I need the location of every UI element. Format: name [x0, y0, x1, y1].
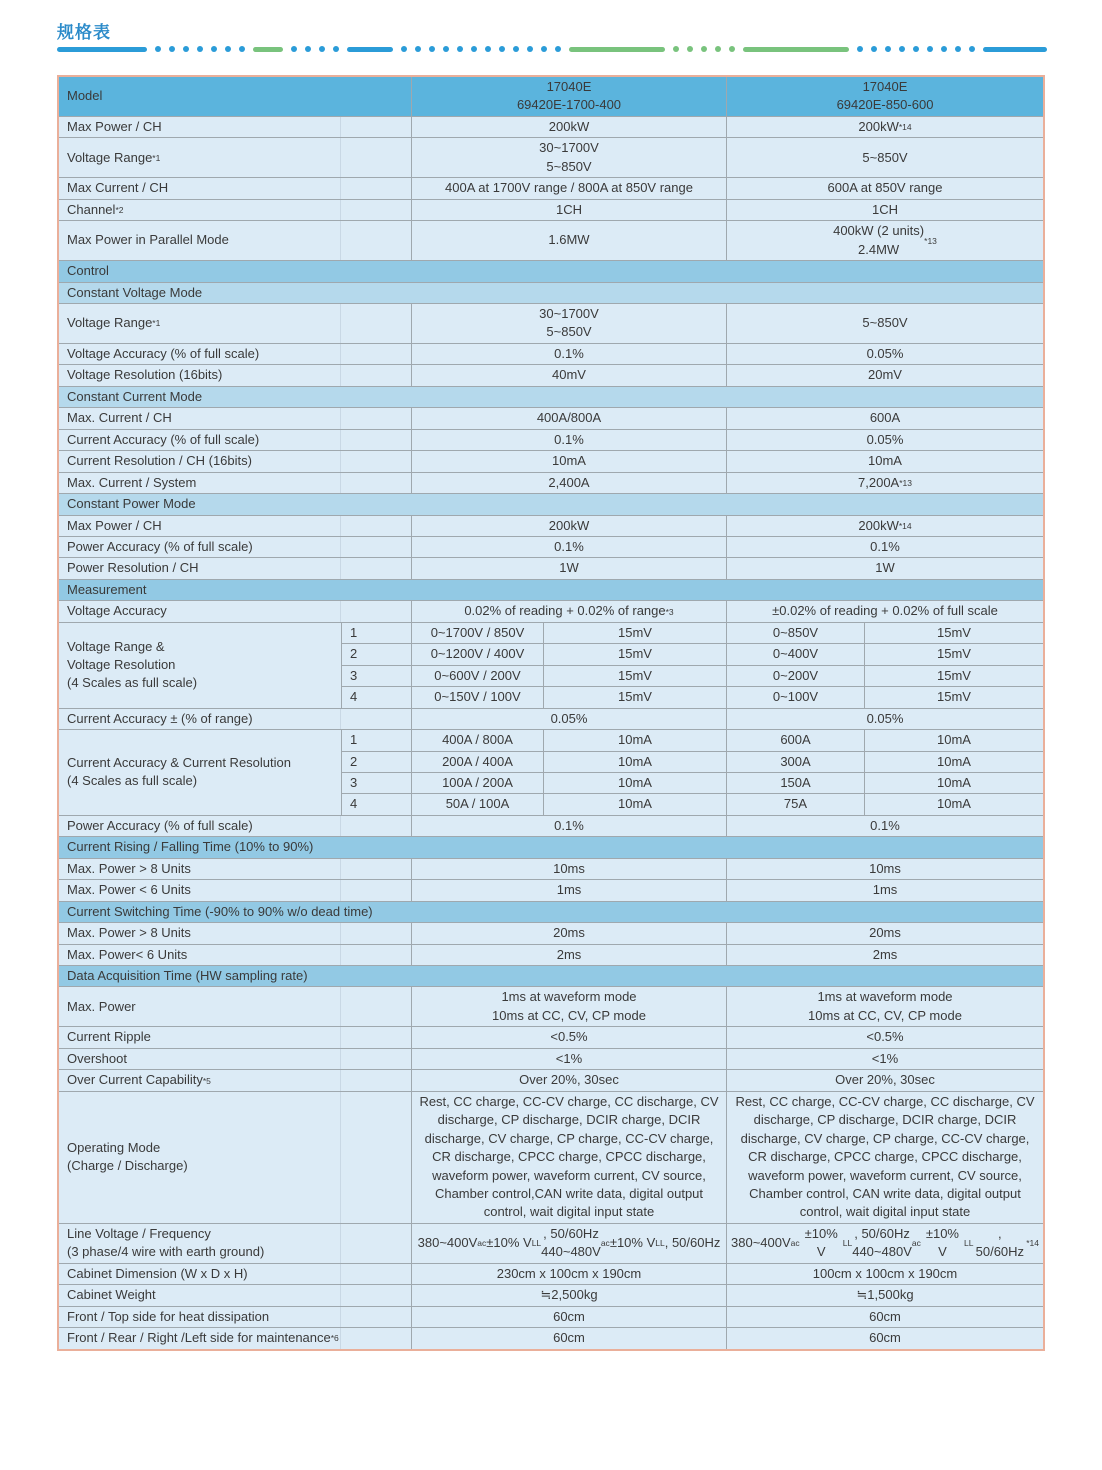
row-label: Channel *2	[59, 200, 411, 220]
scale-range: 0~1700V / 850V	[411, 623, 543, 643]
spec-value: 380~400V ac ±10% V LL , 50/60Hz 440~480V ac ±10% V LL , 50/60Hz	[411, 1224, 726, 1263]
scale-resolution: 15mV	[864, 666, 1043, 686]
divider-dash	[57, 47, 147, 52]
row-label: Max Power in Parallel Mode	[59, 221, 411, 260]
scale-resolution: 15mV	[543, 666, 726, 686]
scale-range: 100A / 200A	[411, 773, 543, 793]
spec-value: 0.1%	[726, 816, 1043, 836]
spec-value: 400A at 1700V range / 800A at 850V range	[411, 178, 726, 198]
spec-value: 1.6MW	[411, 221, 726, 260]
divider-dot	[333, 46, 339, 52]
divider-dot	[969, 46, 975, 52]
table-row	[59, 303, 1043, 343]
spec-value: 380~400V ac ±10% V LL , 50/60Hz 440~480V ac ±10% V LL , 50/60Hz *14	[726, 1224, 1043, 1263]
scale-range: 300A	[726, 752, 864, 772]
table-row	[59, 557, 1043, 578]
section-row	[59, 836, 1043, 857]
spec-value: Over 20%, 30sec	[411, 1070, 726, 1090]
table-row	[59, 343, 1043, 364]
divider-dot	[197, 46, 203, 52]
spec-value: 2,400A	[411, 473, 726, 493]
section-row	[59, 260, 1043, 281]
scale-resolution: 15mV	[864, 687, 1043, 707]
scale-index: 4	[341, 794, 411, 814]
table-row	[59, 600, 1043, 621]
divider-dot	[715, 46, 721, 52]
scale-range: 0~1200V / 400V	[411, 644, 543, 664]
row-label: Max. Current / System	[59, 473, 411, 493]
divider-dot	[239, 46, 245, 52]
table-row	[59, 1284, 1043, 1305]
table-row	[59, 450, 1043, 471]
scale-index: 1	[341, 730, 411, 750]
scale-range: 0~100V	[726, 687, 864, 707]
spec-value: 60cm	[726, 1328, 1043, 1348]
row-label: Power Resolution / CH	[59, 558, 411, 578]
row-label: Current Accuracy & Current Resolution (4 Scales as full scale)	[67, 755, 291, 789]
divider-dot	[401, 46, 407, 52]
divider-dot	[885, 46, 891, 52]
scale-resolution: 10mA	[864, 773, 1043, 793]
table-row	[59, 1091, 1043, 1223]
table-row	[59, 879, 1043, 900]
divider-dash	[347, 47, 393, 52]
table-row	[59, 220, 1043, 260]
scale-grid	[341, 623, 1043, 708]
row-label: Cabinet Weight	[59, 1285, 411, 1305]
divider-dot	[673, 46, 679, 52]
row-label: Max Power / CH	[59, 117, 411, 137]
spec-value: 1ms at waveform mode 10ms at CC, CV, CP mode	[726, 987, 1043, 1026]
spec-value: 600A at 850V range	[726, 178, 1043, 198]
spec-value: 1ms	[411, 880, 726, 900]
scale-grid	[341, 730, 1043, 815]
table-row	[59, 729, 1043, 815]
table-row	[59, 177, 1043, 198]
row-label: Line Voltage / Frequency (3 phase/4 wire with earth ground)	[59, 1224, 411, 1263]
spec-value: 0.1%	[411, 344, 726, 364]
table-row	[59, 364, 1043, 385]
scale-resolution: 15mV	[543, 687, 726, 707]
scale-row	[341, 623, 1043, 643]
divider-dot	[183, 46, 189, 52]
table-row	[59, 407, 1043, 428]
scale-resolution: 10mA	[864, 730, 1043, 750]
divider-dots	[291, 46, 339, 52]
spec-value: 200kW	[411, 117, 726, 137]
divider-dots	[401, 46, 561, 52]
scale-row	[341, 643, 1043, 664]
scale-range: 0~150V / 100V	[411, 687, 543, 707]
scale-range: 0~200V	[726, 666, 864, 686]
spec-value: <0.5%	[726, 1027, 1043, 1047]
divider-dot	[155, 46, 161, 52]
scale-row	[341, 665, 1043, 686]
divider-dot	[305, 46, 311, 52]
divider-dash	[983, 47, 1047, 52]
spec-value: 0.05%	[726, 344, 1043, 364]
scale-index: 4	[341, 687, 411, 707]
table-row	[59, 199, 1043, 220]
table-row	[59, 1306, 1043, 1327]
table-row	[59, 922, 1043, 943]
spec-value: 20ms	[411, 923, 726, 943]
table-row	[59, 1048, 1043, 1069]
scale-resolution: 15mV	[543, 623, 726, 643]
spec-value: 200kW *14	[726, 516, 1043, 536]
table-row	[59, 1223, 1043, 1263]
scale-resolution: 15mV	[543, 644, 726, 664]
table-row	[59, 622, 1043, 708]
scale-row	[341, 751, 1043, 772]
table-row	[59, 429, 1043, 450]
scale-resolution: 15mV	[864, 623, 1043, 643]
section-title: Control	[67, 263, 109, 279]
row-label: Current Ripple	[59, 1027, 411, 1047]
scale-index: 3	[341, 666, 411, 686]
row-label: Voltage Range *1	[59, 138, 411, 177]
row-label: Current Accuracy (% of full scale)	[59, 430, 411, 450]
column-header: 17040E 69420E-1700-400	[411, 77, 726, 116]
section-row	[59, 493, 1043, 514]
row-label: Current Accuracy ± (% of range)	[59, 709, 411, 729]
divider-dots	[857, 46, 975, 52]
divider-dot	[443, 46, 449, 52]
row-label: Max. Current / CH	[59, 408, 411, 428]
spec-value: 2ms	[726, 945, 1043, 965]
spec-value: 1CH	[411, 200, 726, 220]
row-label: Overshoot	[59, 1049, 411, 1069]
table-row	[59, 815, 1043, 836]
spec-value: 0.1%	[411, 816, 726, 836]
spec-value: 0.05%	[726, 430, 1043, 450]
divider-dot	[913, 46, 919, 52]
spec-value: 0.1%	[726, 537, 1043, 557]
spec-value: 10ms	[411, 859, 726, 879]
divider-dash	[253, 47, 283, 52]
section-title: Measurement	[67, 581, 147, 597]
divider-dot	[555, 46, 561, 52]
divider-dot	[499, 46, 505, 52]
row-label: Power Accuracy (% of full scale)	[59, 816, 411, 836]
divider-dot	[527, 46, 533, 52]
divider-dot	[211, 46, 217, 52]
divider-dot	[701, 46, 707, 52]
scale-range: 0~850V	[726, 623, 864, 643]
column-header: 17040E 69420E-850-600	[726, 77, 1043, 116]
row-label: Cabinet Dimension (W x D x H)	[59, 1264, 411, 1284]
decorative-divider	[57, 45, 1047, 53]
table-row	[59, 1069, 1043, 1090]
table-row	[59, 116, 1043, 137]
divider-dot	[687, 46, 693, 52]
scale-range: 75A	[726, 794, 864, 814]
spec-value: 10mA	[726, 451, 1043, 471]
spec-value: 20ms	[726, 923, 1043, 943]
spec-value: 30~1700V 5~850V	[411, 138, 726, 177]
scale-row	[341, 793, 1043, 814]
spec-value: 10mA	[411, 451, 726, 471]
table-row	[59, 858, 1043, 879]
divider-dot	[513, 46, 519, 52]
spec-value: 20mV	[726, 365, 1043, 385]
divider-dot	[291, 46, 297, 52]
spec-value: Rest, CC charge, CC-CV charge, CC discharge, CV discharge, CP discharge, DCIR charge, DCIR discharge, CV charge, CP charge, CC-CV charge, CR discharge, CPCC charge, CPCC discharge, waveform power, waveform current, CV source, Chamber control, CAN write data, digital output control, wait digital input state	[726, 1092, 1043, 1223]
row-label: Voltage Resolution (16bits)	[59, 365, 411, 385]
divider-dot	[485, 46, 491, 52]
divider-dots	[155, 46, 245, 52]
scale-row	[341, 686, 1043, 707]
scale-range: 0~600V / 200V	[411, 666, 543, 686]
section-row	[59, 579, 1043, 600]
scale-resolution: 10mA	[543, 730, 726, 750]
divider-dot	[319, 46, 325, 52]
spec-value: 60cm	[411, 1307, 726, 1327]
scale-range: 0~400V	[726, 644, 864, 664]
spec-value: 0.1%	[411, 537, 726, 557]
section-title: Constant Voltage Mode	[67, 284, 203, 300]
spec-value: <0.5%	[411, 1027, 726, 1047]
divider-dot	[871, 46, 877, 52]
spec-value: 100cm x 100cm x 190cm	[726, 1264, 1043, 1284]
page-title: 规格表	[57, 23, 111, 42]
spec-value: 200kW *14	[726, 117, 1043, 137]
section-row	[59, 901, 1043, 922]
scale-row	[341, 772, 1043, 793]
divider-dot	[955, 46, 961, 52]
row-label: Max. Power	[59, 987, 411, 1026]
spec-value: 1CH	[726, 200, 1043, 220]
row-label: Over Current Capability *5	[59, 1070, 411, 1090]
divider-dot	[729, 46, 735, 52]
table-row	[59, 1327, 1043, 1348]
spec-value: 230cm x 100cm x 190cm	[411, 1264, 726, 1284]
spec-value: ≒2,500kg	[411, 1285, 726, 1305]
row-label: Max. Power > 8 Units	[59, 859, 411, 879]
spec-value: ±0.02% of reading + 0.02% of full scale	[726, 601, 1043, 621]
row-label: Max Power / CH	[59, 516, 411, 536]
row-label: Voltage Range *1	[59, 304, 411, 343]
divider-dash	[569, 47, 665, 52]
row-label: Voltage Accuracy	[59, 601, 411, 621]
row-label: Current Resolution / CH (16bits)	[59, 451, 411, 471]
spec-table	[57, 75, 1045, 1351]
table-row	[59, 137, 1043, 177]
scale-index: 2	[341, 752, 411, 772]
divider-dot	[169, 46, 175, 52]
scale-resolution: 10mA	[864, 794, 1043, 814]
divider-dot	[857, 46, 863, 52]
row-label: Voltage Range & Voltage Resolution (4 Scales as full scale)	[67, 638, 198, 691]
spec-value: 600A	[726, 408, 1043, 428]
row-label: Max. Power < 6 Units	[59, 880, 411, 900]
spec-value: 0.1%	[411, 430, 726, 450]
column-header-model: Model	[67, 88, 103, 104]
table-row	[59, 472, 1043, 493]
spec-value: 5~850V	[726, 138, 1043, 177]
section-title: Current Switching Time (-90% to 90% w/o dead time)	[67, 903, 373, 919]
row-label: Max. Power< 6 Units	[59, 945, 411, 965]
spec-value: 30~1700V 5~850V	[411, 304, 726, 343]
scale-resolution: 10mA	[543, 794, 726, 814]
section-row	[59, 965, 1043, 986]
table-row	[59, 708, 1043, 729]
scale-range: 600A	[726, 730, 864, 750]
section-title: Current Rising / Falling Time (10% to 90%)	[67, 839, 314, 855]
spec-value: ≒1,500kg	[726, 1285, 1043, 1305]
spec-value: 5~850V	[726, 304, 1043, 343]
section-title: Constant Current Mode	[67, 388, 203, 404]
scale-index: 1	[341, 623, 411, 643]
row-label: Voltage Accuracy (% of full scale)	[59, 344, 411, 364]
scale-resolution: 10mA	[543, 752, 726, 772]
spec-value: Rest, CC charge, CC-CV charge, CC discharge, CV discharge, CP discharge, DCIR charge, DCIR discharge, CV charge, CP charge, CC-CV charge, CR discharge, CPCC charge, CPCC discharge, waveform power, waveform current, CV source, Chamber control,CAN write data, digital output control, wait digital input state	[411, 1092, 726, 1223]
spec-value: Over 20%, 30sec	[726, 1070, 1043, 1090]
divider-dot	[457, 46, 463, 52]
table-row	[59, 1263, 1043, 1284]
section-title: Constant Power Mode	[67, 496, 196, 512]
table-row	[59, 515, 1043, 536]
spec-value: 7,200A *13	[726, 473, 1043, 493]
scale-range: 50A / 100A	[411, 794, 543, 814]
spec-value: 60cm	[726, 1307, 1043, 1327]
spec-value: 0.05%	[411, 709, 726, 729]
spec-value: <1%	[726, 1049, 1043, 1069]
scale-resolution: 10mA	[864, 752, 1043, 772]
scale-resolution: 10mA	[543, 773, 726, 793]
spec-value: <1%	[411, 1049, 726, 1069]
spec-value: 200kW	[411, 516, 726, 536]
row-label: Max Current / CH	[59, 178, 411, 198]
scale-range: 200A / 400A	[411, 752, 543, 772]
spec-value: 1ms at waveform mode 10ms at CC, CV, CP mode	[411, 987, 726, 1026]
spec-value: 1W	[411, 558, 726, 578]
table-row	[59, 1026, 1043, 1047]
spec-value: 400A/800A	[411, 408, 726, 428]
divider-dots	[673, 46, 735, 52]
table-row	[59, 944, 1043, 965]
spec-value: 60cm	[411, 1328, 726, 1348]
spec-value: 1ms	[726, 880, 1043, 900]
table-row	[59, 77, 1043, 116]
spec-value: 2ms	[411, 945, 726, 965]
divider-dot	[541, 46, 547, 52]
spec-value: 400kW (2 units) 2.4MW *13	[726, 221, 1043, 260]
divider-dot	[471, 46, 477, 52]
divider-dot	[429, 46, 435, 52]
scale-range: 400A / 800A	[411, 730, 543, 750]
section-title: Data Acquisition Time (HW sampling rate)	[67, 968, 308, 984]
divider-dash	[743, 47, 849, 52]
divider-dot	[941, 46, 947, 52]
section-row	[59, 386, 1043, 407]
divider-dot	[927, 46, 933, 52]
spec-value: 1W	[726, 558, 1043, 578]
spec-value: 10ms	[726, 859, 1043, 879]
scale-resolution: 15mV	[864, 644, 1043, 664]
divider-dot	[415, 46, 421, 52]
scale-row	[341, 730, 1043, 750]
scale-range: 150A	[726, 773, 864, 793]
section-row	[59, 282, 1043, 303]
table-row	[59, 986, 1043, 1026]
scale-index: 3	[341, 773, 411, 793]
divider-dot	[225, 46, 231, 52]
scale-index: 2	[341, 644, 411, 664]
table-row	[59, 536, 1043, 557]
divider-dot	[899, 46, 905, 52]
row-label: Power Accuracy (% of full scale)	[59, 537, 411, 557]
row-label: Front / Rear / Right /Left side for maintenance *6	[59, 1328, 411, 1348]
row-label: Front / Top side for heat dissipation	[59, 1307, 411, 1327]
spec-value: 0.05%	[726, 709, 1043, 729]
row-label: Operating Mode (Charge / Discharge)	[59, 1092, 411, 1223]
row-label: Max. Power > 8 Units	[59, 923, 411, 943]
spec-value: 0.02% of reading + 0.02% of range *3	[411, 601, 726, 621]
spec-value: 40mV	[411, 365, 726, 385]
